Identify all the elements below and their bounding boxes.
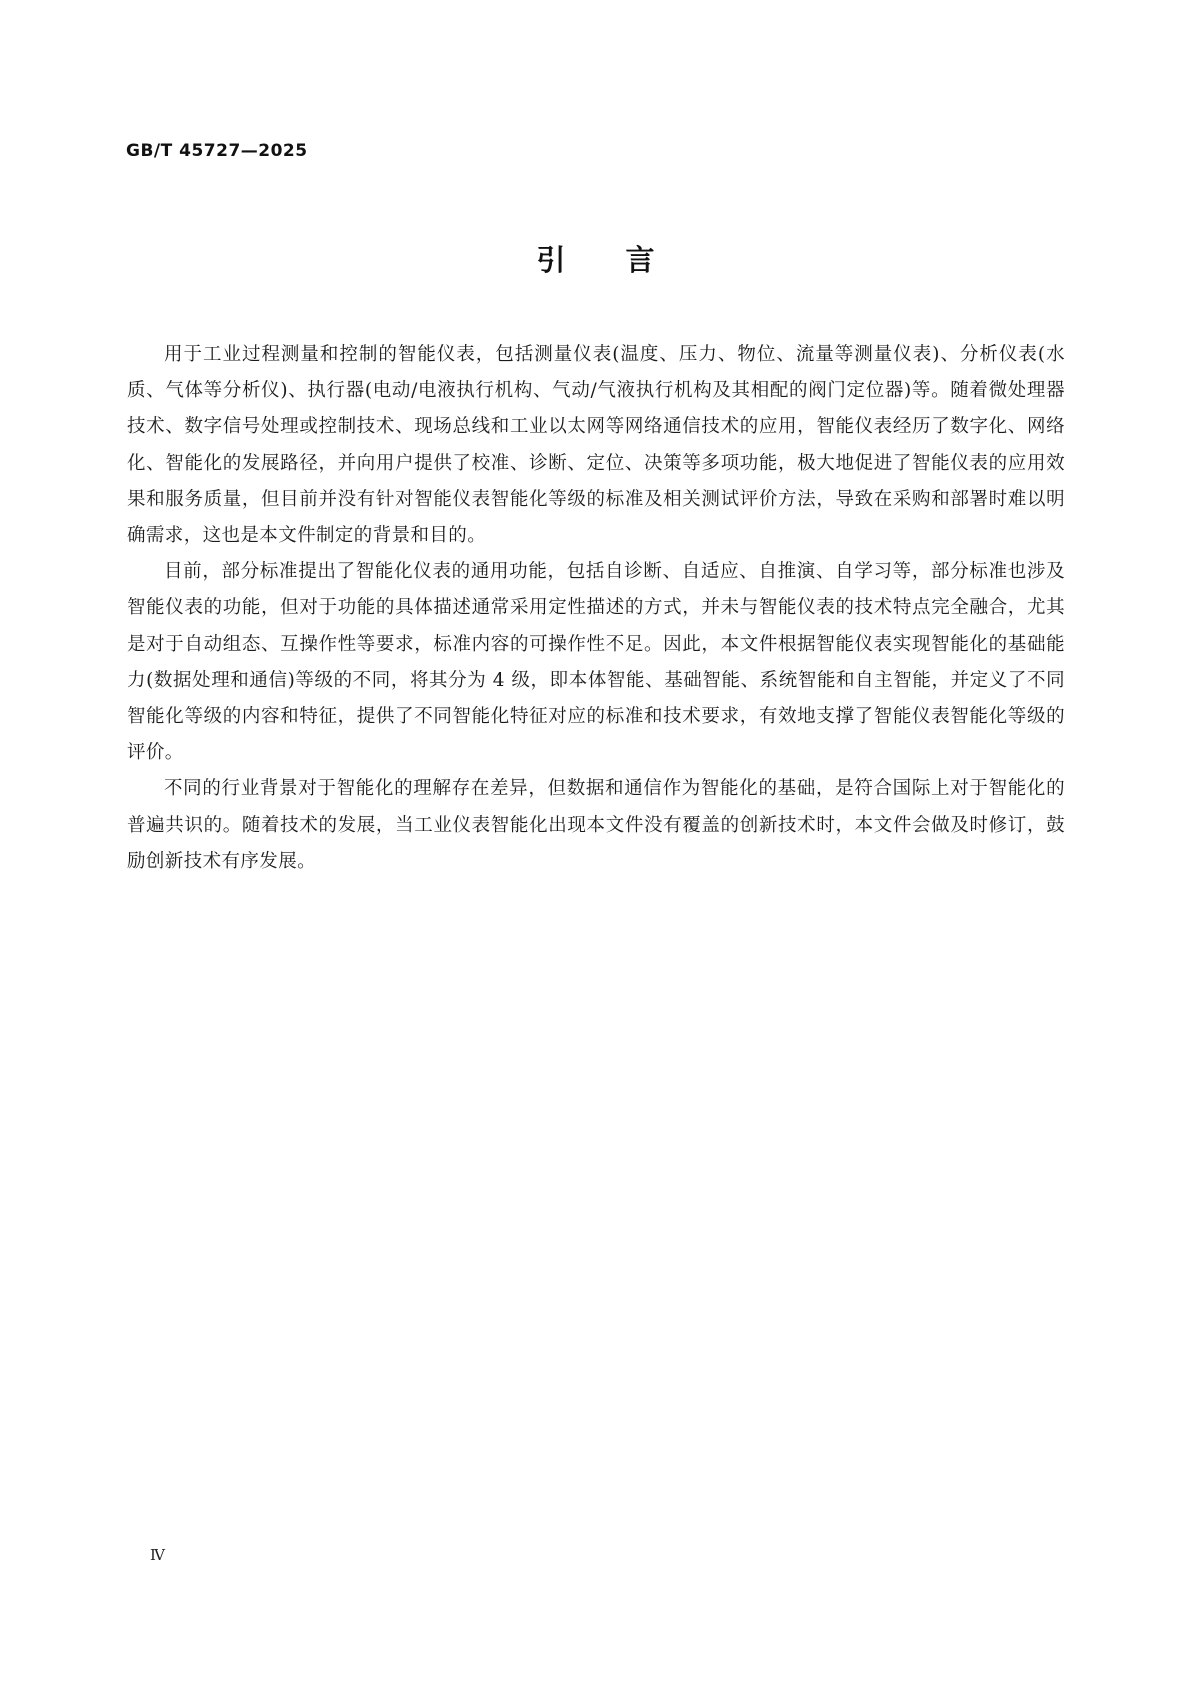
body-text	[127, 337, 1065, 880]
standard-number-header: GB/T 45727—2025	[126, 141, 308, 161]
section-title: 引言	[536, 243, 715, 277]
paragraph-2: 目前，部分标准提出了智能化仪表的通用功能，包括自诊断、自适应、自推演、自学习等，部分标准也涉及智能仪表的功能，但对于功能的具体描述通常采用定性描述的方式，并未与智能仪表的技术特点完全融合，尤其是对于自动组态、互操作性等要求，标准内容的可操作性不足。因此，本文件根据智能仪表实现智能化的基础能力(数据处理和通信)等级的不同，将其分为 4 级，即本体智能、基础智能、系统智能和自主智能，并定义了不同智能化等级的内容和特征，提供了不同智能化特征对应的标准和技术要求，有效地支撑了智能仪表智能化等级的评价。	[127, 561, 1065, 764]
paragraph-3: 不同的行业背景对于智能化的理解存在差异，但数据和通信作为智能化的基础，是符合国际上对于智能化的普遍共识的。随着技术的发展，当工业仪表智能化出现本文件没有覆盖的创新技术时，本文件会做及时修订，鼓励创新技术有序发展。	[127, 778, 1065, 872]
page-number: Ⅳ	[150, 1546, 165, 1564]
paragraph-1: 用于工业过程测量和控制的智能仪表，包括测量仪表(温度、压力、物位、流量等测量仪表)、分析仪表(水质、气体等分析仪)、执行器(电动/电液执行机构、气动/气液执行机构及其相配的阀门定位器)等。随着微处理器技术、数字信号处理或控制技术、现场总线和工业以太网等网络通信技术的应用，智能仪表经历了数字化、网络化、智能化的发展路径，并向用户提供了校准、诊断、定位、决策等多项功能，极大地促进了智能仪表的应用效果和服务质量，但目前并没有针对智能仪表智能化等级的标准及相关测试评价方法，导致在采购和部署时难以明确需求，这也是本文件制定的背景和目的。	[127, 344, 1065, 547]
